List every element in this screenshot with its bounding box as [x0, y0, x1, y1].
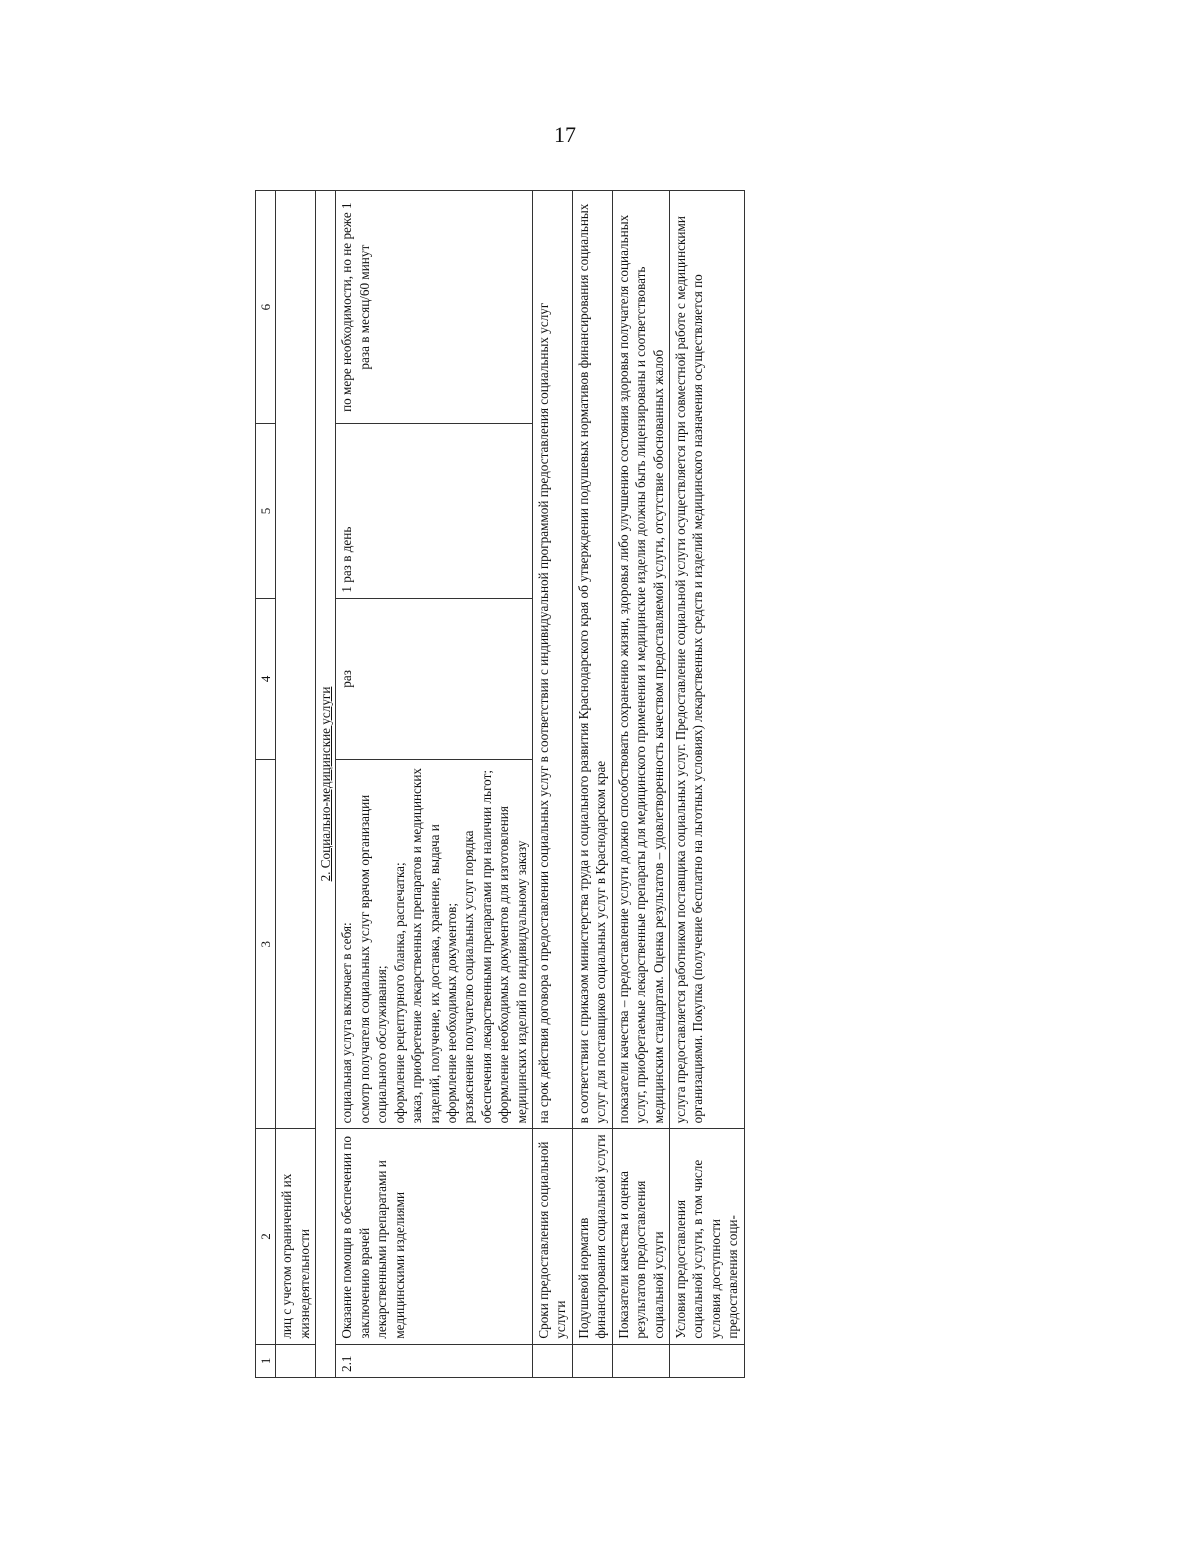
service-description [336, 760, 533, 1129]
column-number-3: 3 [256, 760, 276, 1129]
detail-row-terms [533, 191, 573, 1378]
continuation-col2: лиц с учетом ограничений их жизнедеятельности [276, 1129, 316, 1344]
service-norm: по мере необходимости, но не реже 1 раза в месяц/60 минут [336, 191, 533, 424]
detail-label: Сроки предоставления социальной услуги [533, 1129, 573, 1344]
column-number-1: 1 [256, 1344, 276, 1377]
detail-blank [533, 1344, 573, 1377]
column-number-6: 6 [256, 191, 276, 424]
section-title: 2. Социально-медицинские услуги [318, 686, 333, 882]
page-number: 17 [554, 122, 576, 147]
service-description-item: оформление необходимых документов для изготовления медицинских изделий по индивидуальному заказу [496, 806, 529, 1124]
detail-text: услуга предоставляется работником поставщика социальных услуг. Предоставление социальной услуги осуществляется при совместной работе с медицинскими организациями. Покупка (получение бесплатно на льготных условиях) лекарственных средств и изделий медицинского назначения осуществляется по [670, 191, 745, 1129]
service-row [336, 191, 533, 1378]
column-number-5: 5 [256, 424, 276, 598]
column-number-2: 2 [256, 1129, 276, 1344]
service-description-item: разъяснение получателю социальных услуг порядка обеспечения лекарственными препаратами при наличии льгот; [461, 770, 494, 1124]
service-description-item: осмотр получателя социальных услуг врачом организации социального обслуживания; [356, 794, 390, 1124]
column-number-4: 4 [256, 598, 276, 760]
column-number-row [256, 191, 276, 1378]
detail-label: Подушевой норматив финансирования социальной услуги [572, 1129, 612, 1344]
rotated-table-frame [255, 190, 1003, 1378]
services-table [255, 190, 745, 1378]
detail-text: в соответствии с приказом министерства труда и социального развития Краснодарского края об утверждении подушевых нормативов финансирования социальных услуг для поставщиков социальных услуг в Краснодарском крае [572, 191, 612, 1129]
service-description-item: заказ, приобретение лекарственных препаратов и медицинских изделий, получение, их доставка, хранение, выдача и оформление необходимых документов; [409, 768, 459, 1124]
section-row [316, 191, 336, 1378]
service-description-intro: социальная услуга включает в себя: [339, 922, 355, 1124]
continuation-row [276, 191, 316, 1378]
service-frequency: 1 раз в день [336, 424, 533, 598]
section-title-cell [316, 191, 336, 1378]
detail-row-funding [572, 191, 612, 1378]
detail-row-conditions [670, 191, 745, 1378]
detail-label: Условия предоставления социальной услуги, в том числе условия доступности предоставления соци- [670, 1129, 745, 1344]
continuation-rest [276, 191, 316, 1129]
detail-label: Показатели качества и оценка результатов предоставления социальной услуги [612, 1129, 669, 1344]
detail-text: на срок действия договора о предоставлении социальных услуг в соответствии с индивидуальной программой предоставления социальных услуг [533, 191, 573, 1129]
detail-blank [670, 1344, 745, 1377]
service-number: 2.1 [336, 1344, 533, 1377]
detail-blank [572, 1344, 612, 1377]
service-name: Оказание помощи в обеспечении по заключению врачей лекарственными препаратами и медицинскими изделиями [336, 1129, 533, 1344]
detail-text: показатели качества – предоставление услуги должно способствовать сохранению жизни, здоровья либо улучшению состояния здоровья получателя социальных услуг, приобретаемые лекарственные препараты для медицинского применения и медицинские изделия должны быть лицензированы и соответствовать медицинским стандартам. Оценка результатов – удовлетворенность качеством предоставляемой услуги, отсутствие обоснованных жалоб [612, 191, 669, 1129]
service-unit: раз [336, 598, 533, 760]
service-description-item: оформление рецептурного бланка, распечатка; [391, 862, 407, 1124]
continuation-col1 [276, 1344, 316, 1377]
detail-row-quality [612, 191, 669, 1378]
detail-blank [612, 1344, 669, 1377]
